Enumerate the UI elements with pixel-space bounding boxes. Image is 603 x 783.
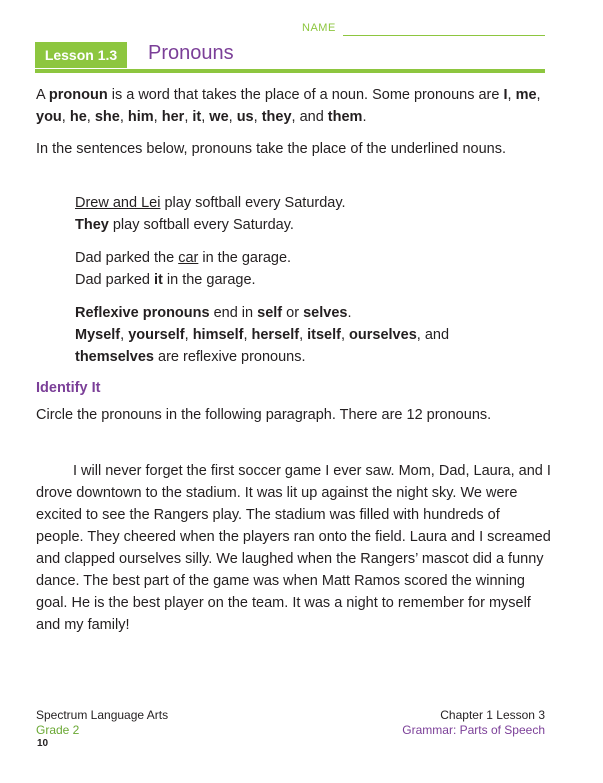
name-line: [343, 35, 545, 36]
example-2: [75, 247, 545, 291]
example-1: [75, 192, 545, 236]
explanation-paragraph: In the sentences below, pronouns take the place of the underlined nouns.: [36, 141, 506, 157]
lesson-badge: Lesson 1.3: [35, 42, 127, 68]
section-heading-identify-it: Identify It: [36, 380, 101, 396]
reflexive-note: Reflexive pronouns end in self or selves. Myself, yourself, himself, herself, itself, ourselves, and themselves are reflexive pronouns.: [75, 305, 450, 365]
story-paragraph: I will never forget the first soccer game I ever saw. Mom, Dad, Laura, and I drove downtown to the stadium. It was lit up against the night sky. We were excited to see the Rangers play. The stadium was filled with hundreds of people. They cheered when the players ran onto the field. Laura and I screamed and clapped ourselves silly. We laughed when the Rangers’ mascot did a funny dance. The best part of the game was when Matt Ramos scored the winning goal. He is the best player on the team. It was a night to remember for myself and my family!: [36, 463, 551, 633]
grade-label: Grade 2: [36, 723, 80, 737]
book-title: Spectrum Language Arts: [36, 708, 169, 722]
example-2-pronoun: Dad parked it in the garage.: [75, 272, 256, 288]
footer-left: [36, 708, 168, 738]
chapter-label: Chapter 1 Lesson 3: [440, 708, 545, 722]
page-number: 10: [37, 738, 49, 749]
name-label: NAME: [302, 22, 336, 34]
header-rule: [35, 69, 545, 73]
topic-label: Grammar: Parts of Speech: [402, 723, 545, 737]
intro-paragraph: A pronoun is a word that takes the place of a noun. Some pronouns are I, me, you, he, she, him, her, it, we, us, they, and them.: [36, 87, 541, 125]
footer-right: [402, 708, 545, 738]
example-1-original: Drew and Lei play softball every Saturday.: [75, 195, 346, 211]
example-1-pronoun: They play softball every Saturday.: [75, 217, 294, 233]
lesson-title: Pronouns: [148, 42, 234, 64]
example-2-original: Dad parked the car in the garage.: [75, 250, 292, 266]
instructions: Circle the pronouns in the following paragraph. There are 12 pronouns.: [36, 407, 492, 423]
